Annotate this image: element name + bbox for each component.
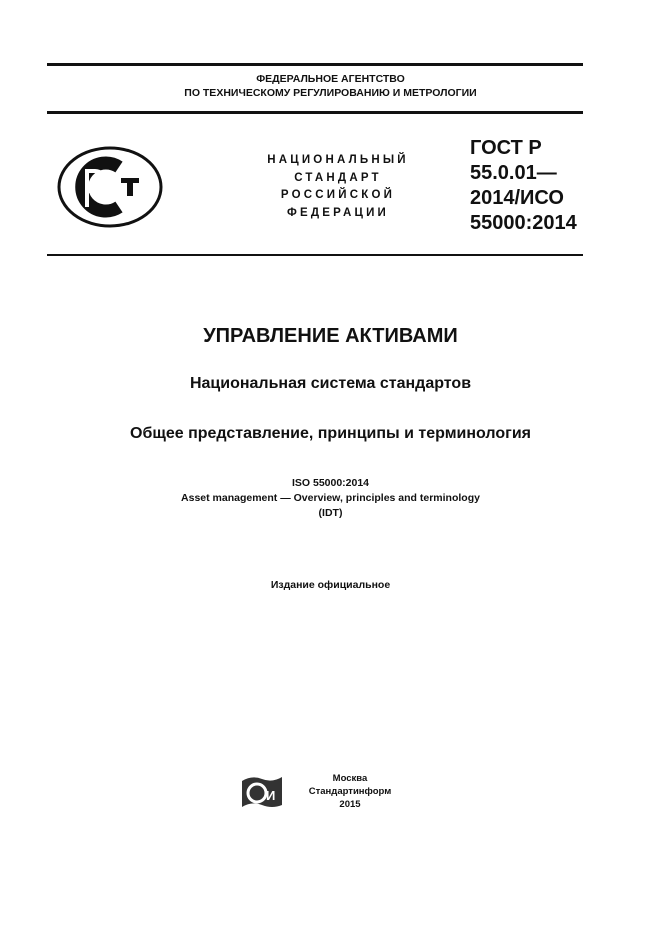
publisher-city: Москва (332, 773, 368, 784)
svg-text:И: И (266, 788, 276, 803)
standard-type-line: НАЦИОНАЛЬНЫЙ (267, 154, 409, 166)
iso-reference (0, 476, 661, 521)
publisher-name: Стандартинформ (308, 786, 392, 797)
edition-label: Издание официальное (270, 579, 391, 591)
section-rule (47, 254, 583, 256)
standard-type-line: ФЕДЕРАЦИИ (286, 206, 390, 219)
designation-line: ГОСТ Р (470, 137, 542, 159)
designation-line: 55000:2014 (470, 212, 577, 234)
publication-year: 2015 (339, 799, 361, 810)
designation-line: 2014/ИСО (470, 187, 564, 209)
header-rule (47, 111, 583, 114)
standard-type-line: СТАНДАРТ (294, 171, 382, 184)
agency-line-1: ФЕДЕРАЛЬНОЕ АГЕНТСТВО (256, 73, 405, 85)
national-standard-label (238, 152, 438, 222)
standard-type-line: РОССИЙСКОЙ (280, 189, 396, 201)
rst-logo-icon (57, 145, 163, 234)
designation-line: 55.0.01— (470, 162, 557, 184)
standartinform-logo-icon (240, 775, 284, 814)
iso-title: Asset management — Overview, principles and terminology (181, 492, 480, 504)
agency-line-2: ПО ТЕХНИЧЕСКОМУ РЕГУЛИРОВАНИЮ И МЕТРОЛОГИИ (184, 87, 477, 99)
iso-degree: (IDT) (318, 507, 343, 519)
iso-number: ISO 55000:2014 (291, 477, 370, 489)
document-title: УПРАВЛЕНИЕ АКТИВАМИ (203, 325, 458, 347)
publisher-info (290, 772, 410, 811)
agency-name (0, 72, 661, 100)
document-subtitle: Национальная система стандартов (189, 375, 472, 392)
standard-designation (470, 136, 577, 236)
top-rule (47, 63, 583, 66)
document-subtitle-2: Общее представление, принципы и терминология (130, 425, 531, 442)
